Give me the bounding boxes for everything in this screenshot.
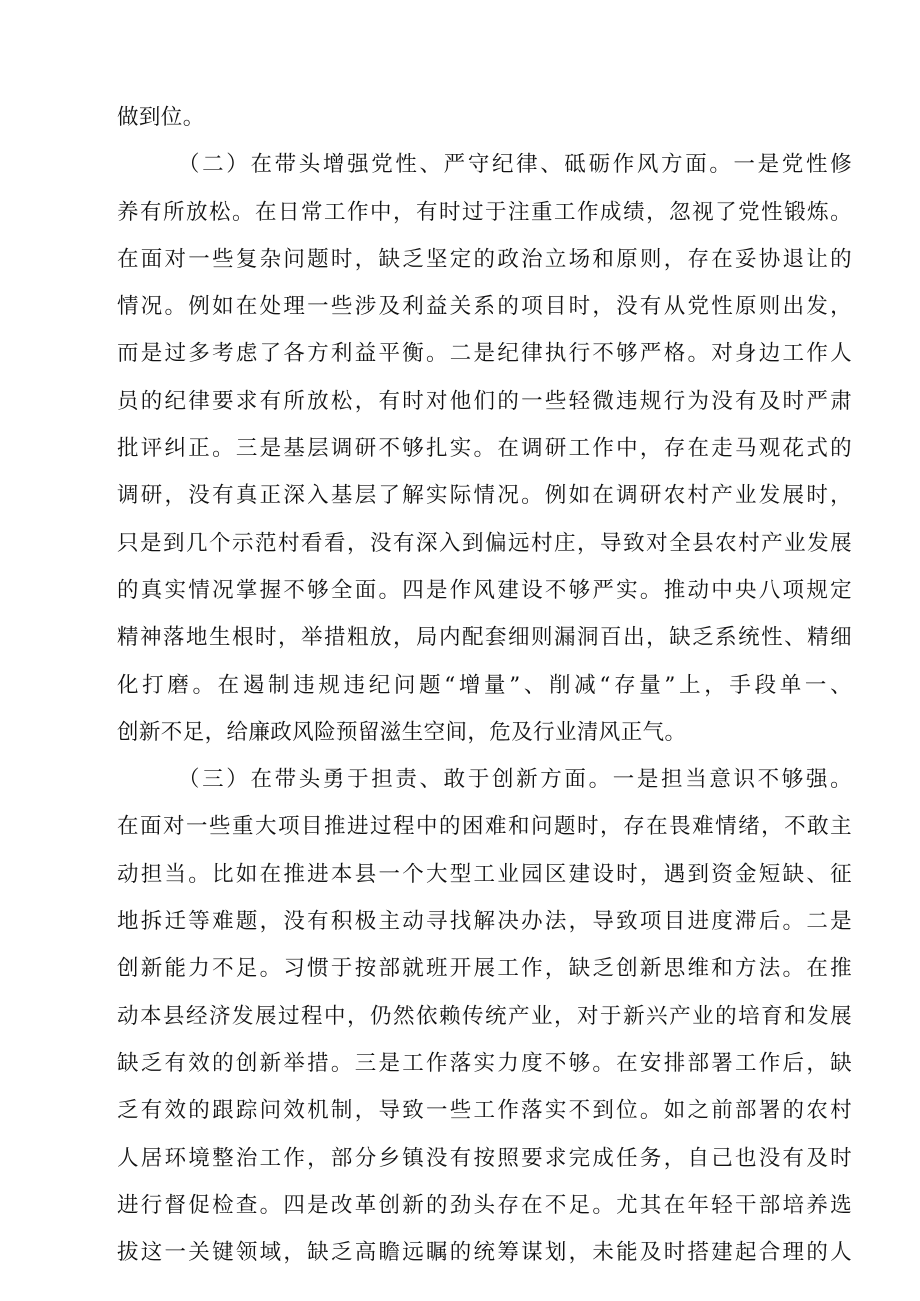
text-line: 精神落地生根时，举措粗放，局内配套细则漏洞百出，缺乏系统性、精细 [117, 625, 852, 651]
text-line: 地拆迁等难题，没有积极主动寻找解决办法，导致项目进度滞后。二是 [117, 909, 852, 935]
text-line: 批评纠正。三是基层调研不够扎实。在调研工作中，存在走马观花式的 [117, 436, 852, 462]
text-line: 缺乏有效的创新举措。三是工作落实力度不够。在安排部署工作后，缺 [117, 1050, 852, 1076]
text-line: 进行督促检查。四是改革创新的劲头存在不足。尤其在年轻干部培养选 [117, 1192, 852, 1218]
text-line: 创新能力不足。习惯于按部就班开展工作，缺乏创新思维和方法。在推 [117, 956, 852, 982]
text-line: 只是到几个示范村看看，没有深入到偏远村庄，导致对全县农村产业发展 [117, 530, 852, 556]
text-line: 创新不足，给廉政风险预留滋生空间，危及行业清风正气。 [117, 719, 687, 745]
text-line: 情况。例如在处理一些涉及利益关系的项目时，没有从党性原则出发， [117, 294, 852, 320]
text-line: 乏有效的跟踪问效机制，导致一些工作落实不到位。如之前部署的农村 [117, 1098, 852, 1124]
text-line: 在面对一些重大项目推进过程中的困难和问题时，存在畏难情绪，不敢主 [117, 814, 852, 840]
text-line: 调研，没有真正深入基层了解实际情况。例如在调研农村产业发展时， [117, 483, 852, 509]
text-line: 在面对一些复杂问题时，缺乏坚定的政治立场和原则，存在妥协退让的 [117, 246, 852, 272]
text-line: 的真实情况掌握不够全面。四是作风建设不够严实。推动中央八项规定 [117, 577, 852, 603]
text-line: 化打磨。在遏制违规违纪问题“增量”、削减“存量”上，手段单一、 [117, 672, 852, 698]
text-line: 拔这一关键领域，缺乏高瞻远瞩的统筹谋划，未能及时搭建起合理的人 [117, 1240, 852, 1266]
section-heading-line: （二）在带头增强党性、严守纪律、砥砺作风方面。一是党性修 [178, 152, 852, 178]
text-line: 而是过多考虑了各方利益平衡。二是纪律执行不够严格。对身边工作人 [117, 341, 852, 367]
text-line: 养有所放松。在日常工作中，有时过于注重工作成绩，忽视了党性锻炼。 [117, 199, 852, 225]
text-line: 人居环境整治工作，部分乡镇没有按照要求完成任务，自己也没有及时 [117, 1145, 852, 1171]
text-line: 动担当。比如在推进本县一个大型工业园区建设时，遇到资金短缺、征 [117, 861, 852, 887]
text-line: 做到位。 [117, 105, 205, 130]
section-heading-line: （三）在带头勇于担责、敢于创新方面。一是担当意识不够强。 [178, 767, 852, 793]
text-line: 动本县经济发展过程中，仍然依赖传统产业，对于新兴产业的培育和发展 [117, 1003, 852, 1029]
body-text [117, 94, 852, 1276]
text-line: 员的纪律要求有所放松，有时对他们的一些轻微违规行为没有及时严肃 [117, 388, 852, 414]
